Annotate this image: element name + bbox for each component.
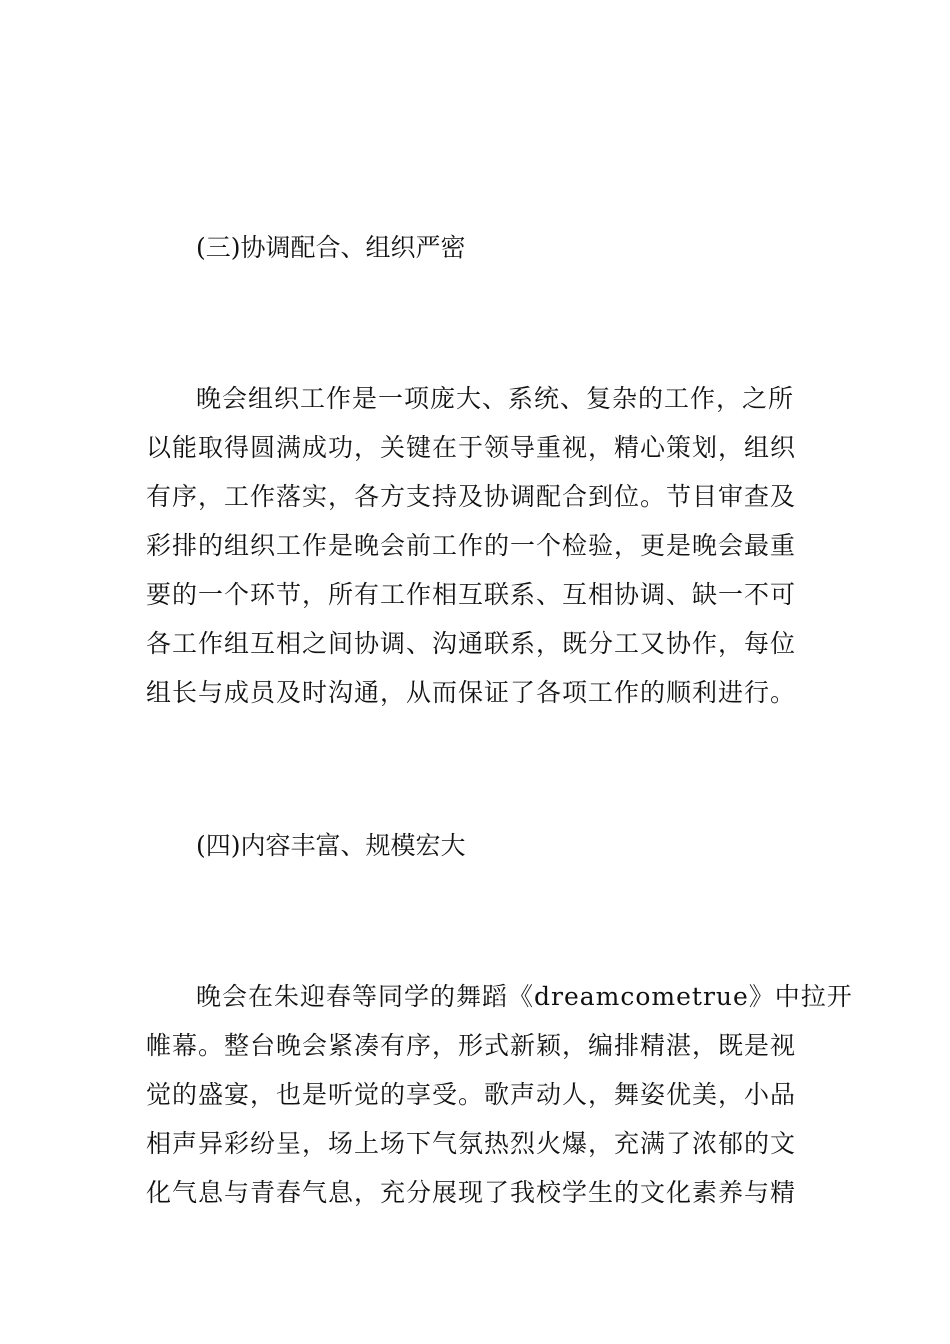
paragraph-line: 要的一个环节，所有工作相互联系、互相协调、缺一不可 (146, 580, 797, 609)
section-heading-3: (三)协调配合、组织严密 (196, 233, 466, 262)
paragraph-line: 晚会组织工作是一项庞大、系统、复杂的工作，之所 (196, 384, 795, 413)
paragraph-line: 晚会在朱迎春等同学的舞蹈《dreamcometrue》中拉开 (196, 982, 853, 1011)
paragraph-line: 有序，工作落实，各方支持及协调配合到位。节目审查及 (146, 482, 797, 511)
paragraph-line: 化气息与青春气息，充分展现了我校学生的文化素养与精 (146, 1178, 797, 1207)
paragraph-line: 觉的盛宴，也是听觉的享受。歌声动人，舞姿优美，小品 (146, 1080, 797, 1109)
paragraph-line: 各工作组互相之间协调、沟通联系，既分工又协作，每位 (146, 629, 797, 658)
paragraph-line: 彩排的组织工作是晚会前工作的一个检验，更是晚会最重 (146, 531, 797, 560)
paragraph-line: 以能取得圆满成功，关键在于领导重视，精心策划，组织 (146, 433, 797, 462)
section-paragraph-3 (146, 374, 810, 717)
section-paragraph-4 (146, 972, 853, 1217)
section-heading-4: (四)内容丰富、规模宏大 (196, 831, 466, 860)
paragraph-line: 帷幕。整台晚会紧凑有序，形式新颖，编排精湛，既是视 (146, 1031, 797, 1060)
paragraph-line: 组长与成员及时沟通，从而保证了各项工作的顺利进行。 (146, 678, 797, 707)
paragraph-line: 相声异彩纷呈，场上场下气氛热烈火爆，充满了浓郁的文 (146, 1129, 797, 1158)
